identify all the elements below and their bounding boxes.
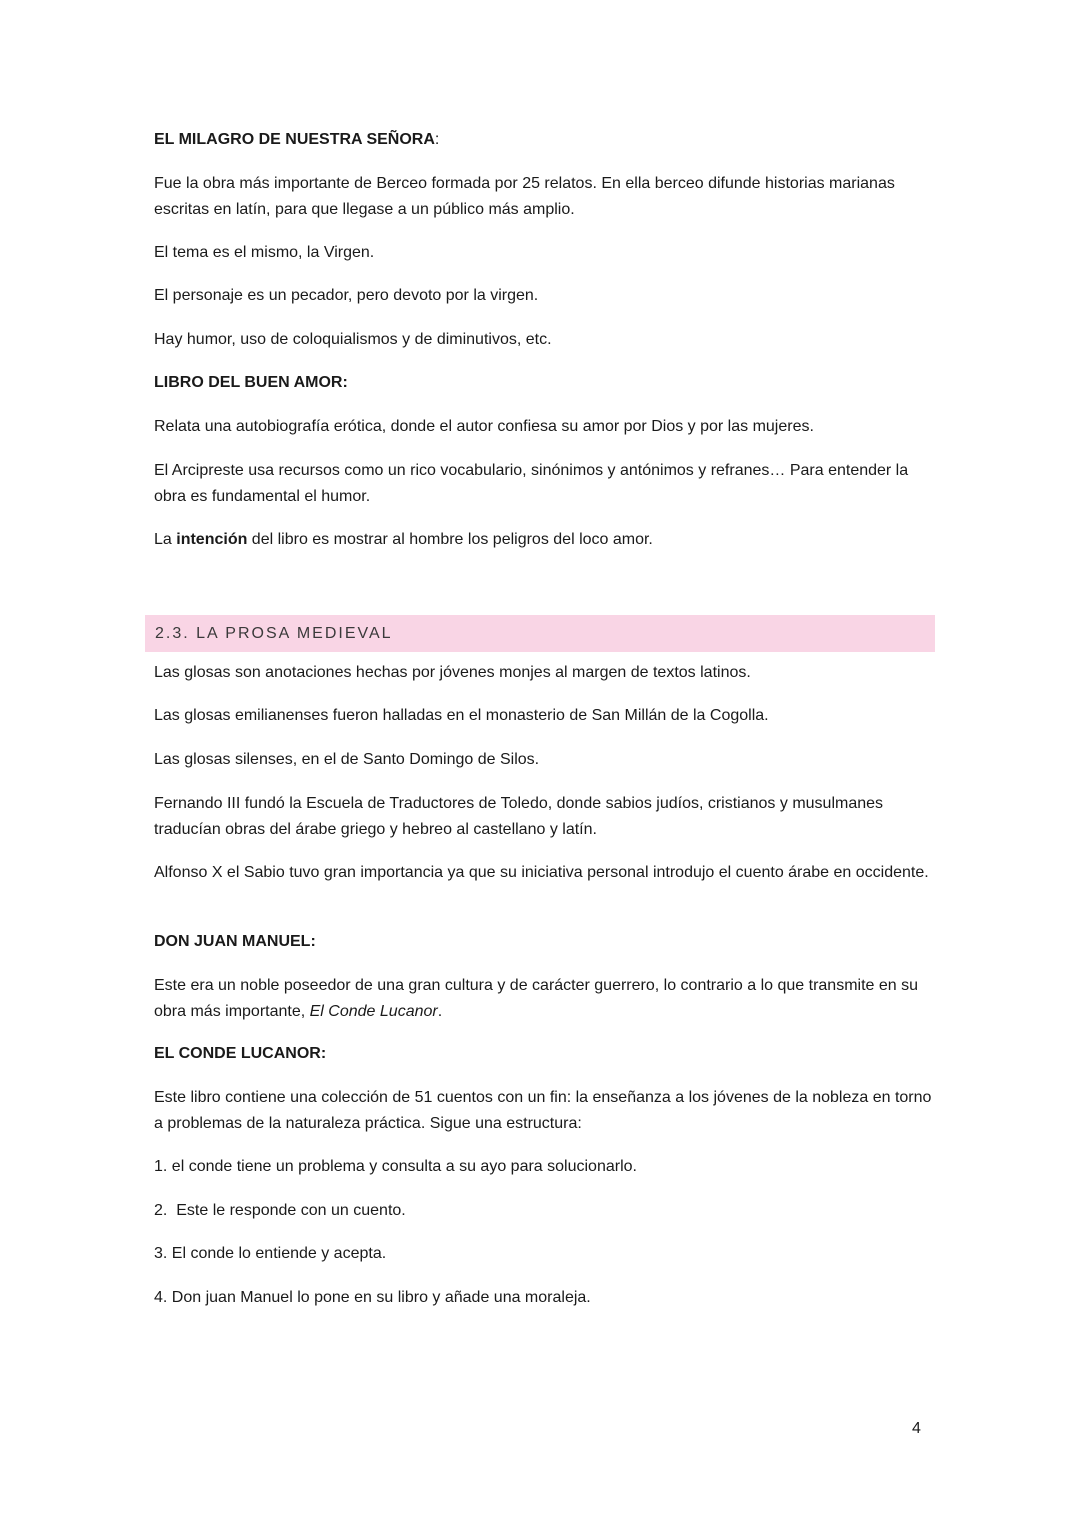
heading-conde-lucanor: EL CONDE LUCANOR: [154, 1045, 327, 1062]
prosa-paragraph-4: Fernando III fundó la Escuela de Traductores de Toledo, donde sabios judíos, cristianos y musulmanes traducían obras del árabe griego y hebreo al castellano y latín. [154, 795, 884, 838]
milagro-paragraph-3: El personaje es un pecador, pero devoto por la virgen. [154, 287, 539, 304]
milagro-paragraph-1: Fue la obra más importante de Berceo formada por 25 relatos. En ella berceo difunde historias marianas escritas en latín, para que llegase a un público más amplio. [154, 175, 895, 218]
juan-paragraph-1 [154, 973, 944, 1024]
heading-milagro-colon: : [434, 131, 440, 148]
list-item-1: 1. el conde tiene un problema y consulta a su ayo para solucionarlo. [154, 1158, 637, 1175]
libro-paragraph-3 [154, 527, 944, 553]
section-title: 2.3. LA PROSA MEDIEVAL [155, 625, 393, 642]
juan-p1-after: . [437, 1002, 443, 1020]
section-header-bar [145, 615, 935, 652]
heading-milagro [154, 127, 944, 153]
juan-p1-before: Este era un noble poseedor de una gran cultura y de carácter guerrero, lo contrario a lo que transmite en su obra más importante, [154, 977, 919, 1020]
milagro-paragraph-2: El tema es el mismo, la Virgen. [154, 244, 375, 261]
prosa-paragraph-3: Las glosas silenses, en el de Santo Domingo de Silos. [154, 751, 540, 768]
libro-p3-before: La [154, 531, 177, 548]
heading-juan-manuel: DON JUAN MANUEL: [154, 933, 316, 950]
list-item-3: 3. El conde lo entiende y acepta. [154, 1245, 387, 1262]
prosa-paragraph-1: Las glosas son anotaciones hechas por jóvenes monjes al margen de textos latinos. [154, 664, 751, 681]
heading-milagro-text: EL MILAGRO DE NUESTRA SEÑORA [154, 131, 435, 148]
prosa-paragraph-2: Las glosas emilianenses fueron halladas en el monasterio de San Millán de la Cogolla. [154, 707, 769, 724]
libro-paragraph-1: Relata una autobiografía erótica, donde el autor confiesa su amor por Dios y por las mujeres. [154, 418, 814, 435]
conde-paragraph-1: Este libro contiene una colección de 51 cuentos con un fin: la enseñanza a los jóvenes de la nobleza en torno a problemas de la naturaleza práctica. Sigue una estructura: [154, 1089, 932, 1132]
prosa-paragraph-5: Alfonso X el Sabio tuvo gran importancia ya que su iniciativa personal introdujo el cuento árabe en occidente. [154, 864, 929, 881]
juan-p1-italic: El Conde Lucanor [309, 1002, 438, 1020]
libro-paragraph-2: El Arcipreste usa recursos como un rico vocabulario, sinónimos y antónimos y refranes… Para entender la obra es fundamental el humor. [154, 462, 909, 505]
libro-p3-bold: intención [176, 531, 248, 548]
heading-libro: LIBRO DEL BUEN AMOR: [154, 374, 348, 391]
page-number: 4 [912, 1420, 921, 1437]
list-item-4: 4. Don juan Manuel lo pone en su libro y añade una moraleja. [154, 1289, 591, 1306]
list-item-2: 2. Este le responde con un cuento. [154, 1202, 406, 1219]
milagro-paragraph-4: Hay humor, uso de coloquialismos y de diminutivos, etc. [154, 331, 552, 348]
libro-p3-after: del libro es mostrar al hombre los peligros del loco amor. [247, 531, 653, 548]
